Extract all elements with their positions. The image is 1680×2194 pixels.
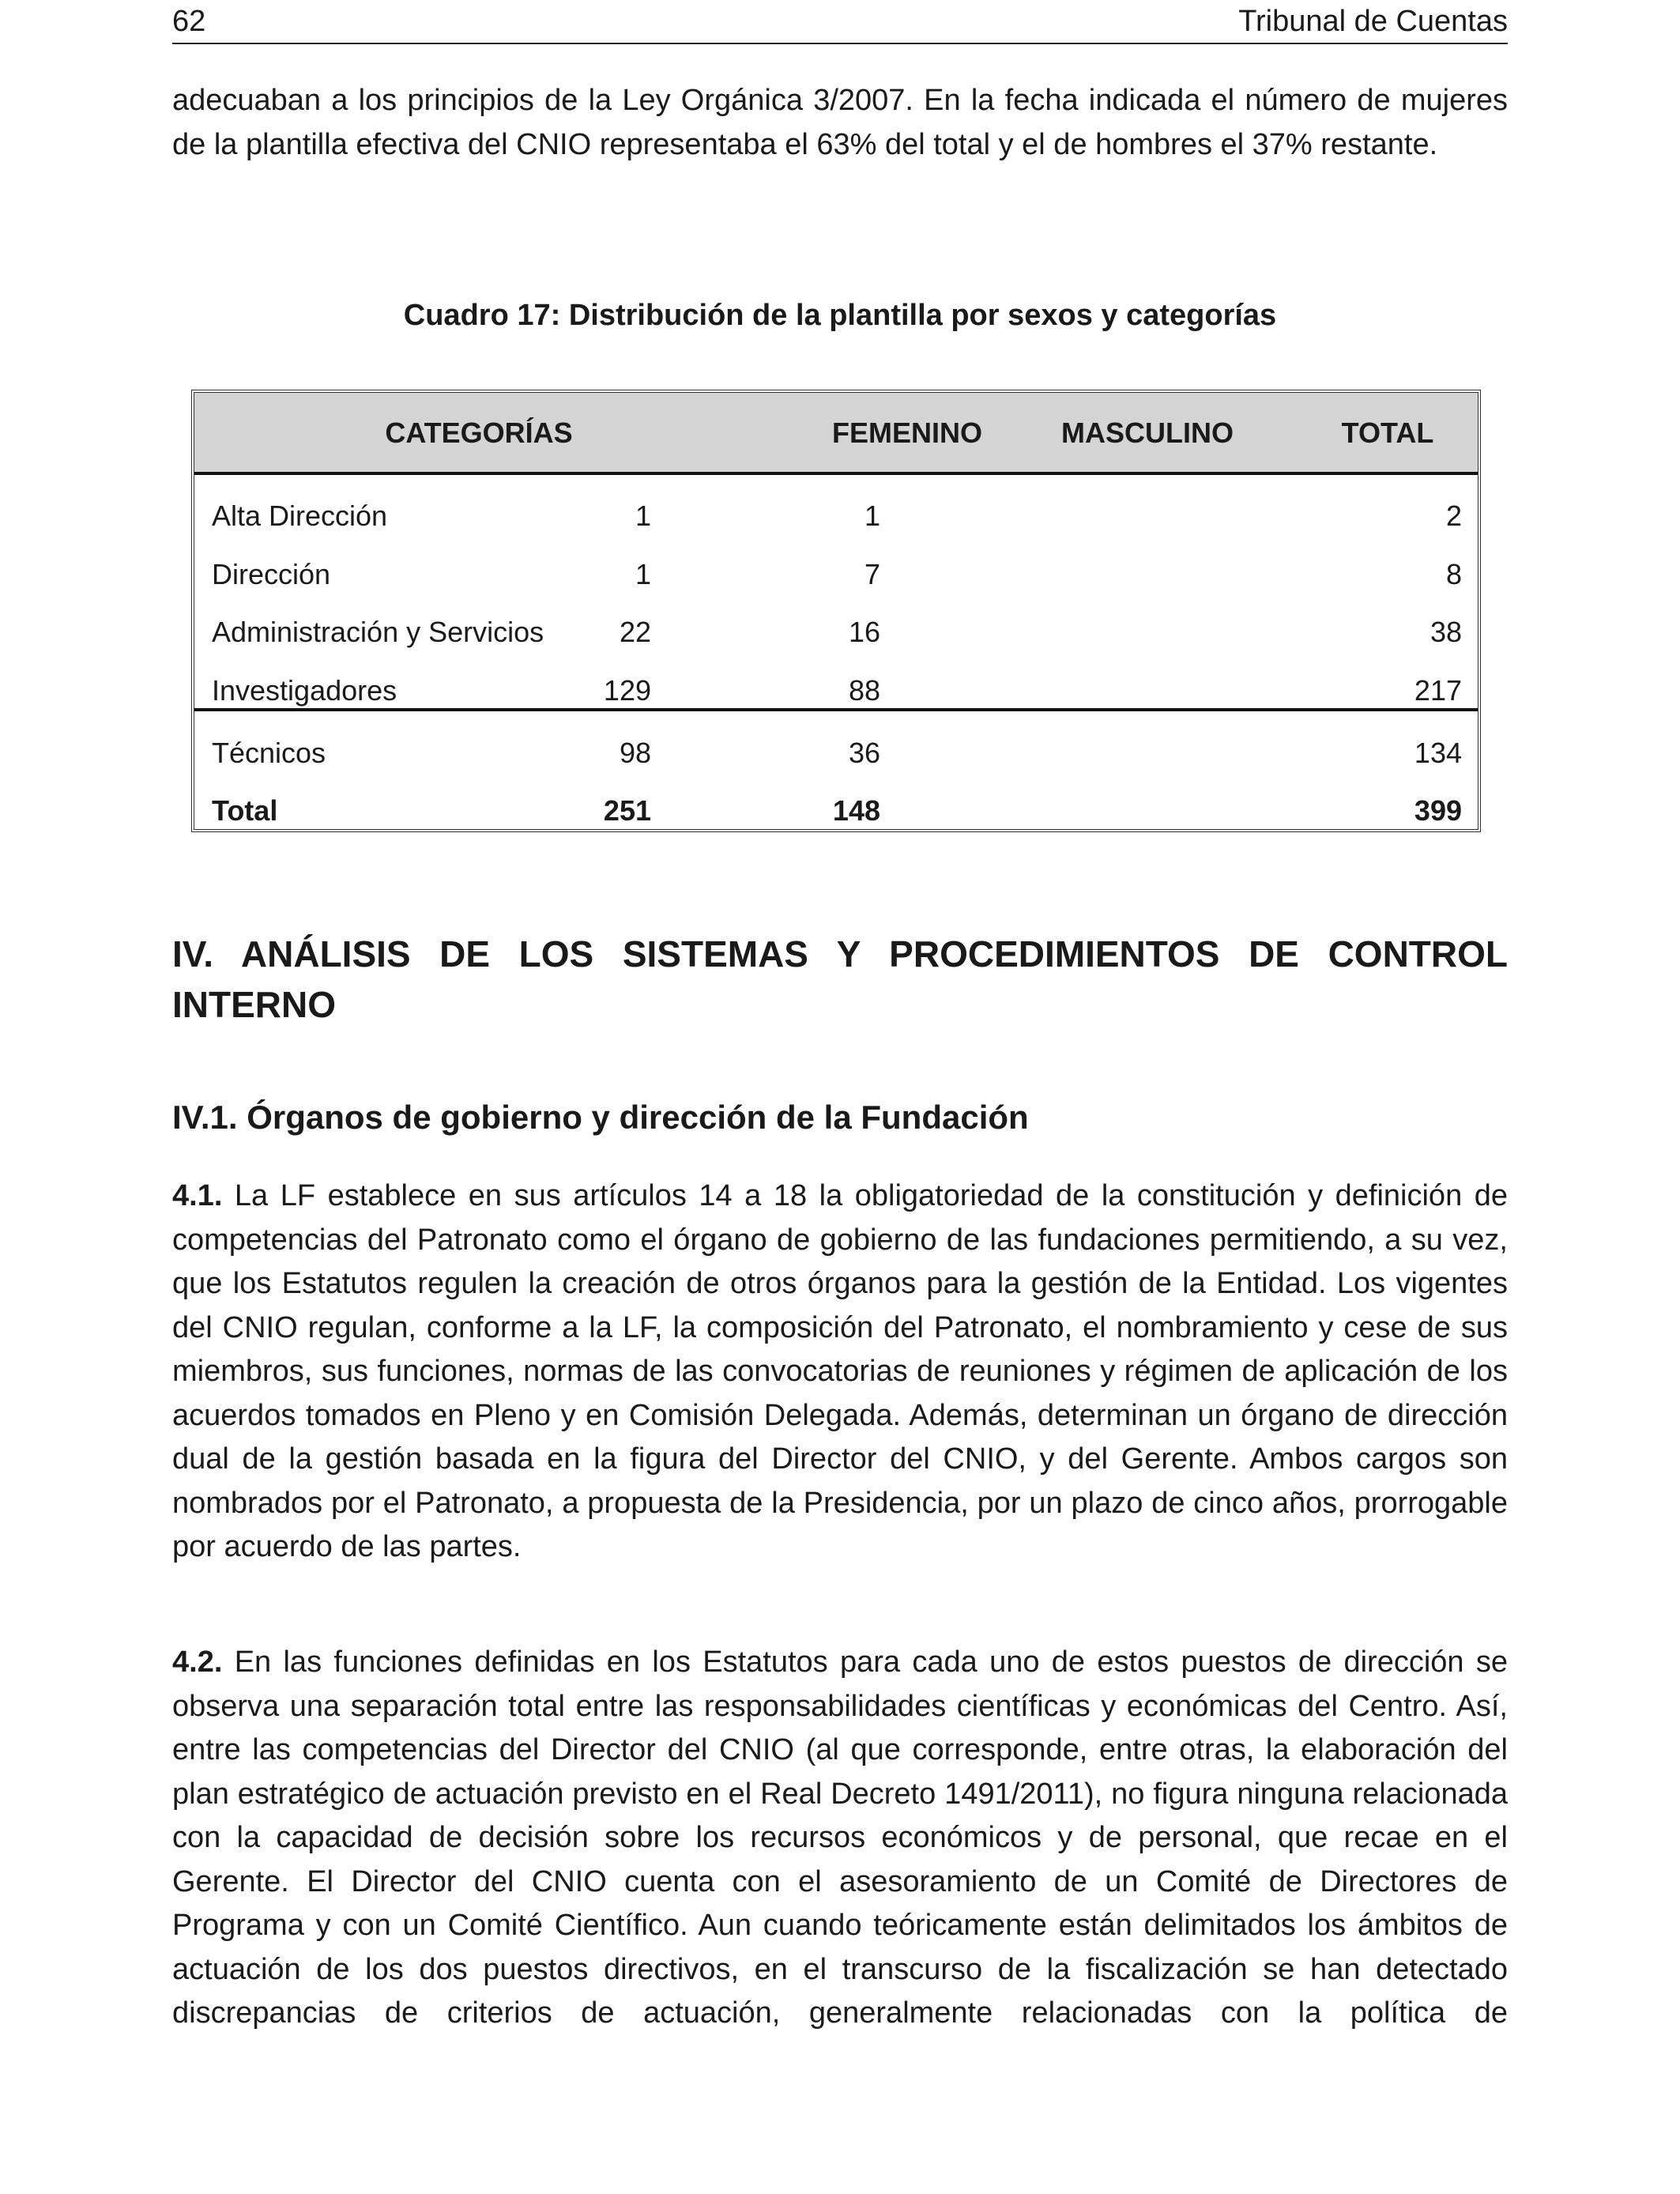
- paragraph-4-2: [172, 1641, 1508, 2036]
- cell-femenino: 251: [603, 794, 651, 827]
- cell-masculino: 88: [848, 674, 880, 707]
- cell-category: Alta Dirección: [212, 499, 388, 532]
- cell-total: 217: [1414, 674, 1462, 707]
- cell-masculino: 7: [864, 558, 880, 590]
- cell-total: 2: [1445, 499, 1462, 532]
- staff-distribution-table: [191, 390, 1481, 832]
- paragraph-number: 4.1.: [172, 1179, 223, 1212]
- intro-paragraph: adecuaban a los principios de la Ley Orgánica 3/2007. En la fecha indicada el número de mujeres de la plantilla efectiva del CNIO representaba el 63% del total y el de hombres el 37% restante.: [172, 84, 1508, 161]
- cell-category: Administración y Servicios: [212, 616, 544, 648]
- table-row: [194, 550, 1478, 598]
- running-header: [172, 5, 1508, 44]
- cell-masculino: 148: [832, 794, 880, 827]
- column-header-femenino: FEMENINO: [831, 417, 982, 449]
- cell-masculino: 36: [848, 737, 880, 769]
- header-title: Tribunal de Cuentas: [1238, 5, 1508, 38]
- cell-femenino: 1: [635, 499, 651, 532]
- paragraph-4-1: [172, 1174, 1508, 1570]
- cell-femenino: 1: [635, 558, 651, 590]
- table-row: [194, 729, 1478, 776]
- table-total-row: [194, 786, 1478, 834]
- paragraph-text: En las funciones definidas en los Estatutos para cada uno de estos puestos de dirección se observa una separación total entre las responsabilidades científicas y económicas del Centro. Así, entre las competencias del Director del CNIO (al que corresponde, entre otras, la elaboración del plan estratégico de actuación previsto en el Real Decreto 1491/2011), no figura ninguna relacionada con la capacidad de decisión sobre los recursos económicos y de personal, que recae en el Gerente. El Director del CNIO cuenta con el asesoramiento de un Comité de Directores de Programa y con un Comité Científico. Aun cuando teóricamente están delimitados los ámbitos de actuación de los dos puestos directivos, en el transcurso de la fiscalización se han detectado discrepancias de criterios de actuación, generalmente relacionadas con la política de: [172, 1646, 1508, 2030]
- row-divider: [194, 708, 1478, 711]
- subsection-heading: IV.1. Órganos de gobierno y dirección de la Fundación: [172, 1099, 1029, 1136]
- cell-total: 134: [1414, 737, 1462, 769]
- page-number: 62: [172, 5, 206, 38]
- cell-total: 38: [1430, 616, 1462, 648]
- table-caption: Cuadro 17: Distribución de la plantilla por sexos y categorías: [403, 299, 1277, 332]
- table-row: [194, 608, 1478, 655]
- cell-total: 399: [1414, 794, 1462, 827]
- cell-masculino: 16: [848, 616, 880, 648]
- paragraph-text: La LF establece en sus artículos 14 a 18 la obligatoriedad de la constitución y definición de competencias del Patronato como el órgano de gobierno de las fundaciones permitiendo, a su vez, que los Estatutos regulen la creación de otros órganos para la gestión de la Entidad. Los vigentes del CNIO regulan, conforme a la LF, la composición del Patronato, el nombramiento y cese de sus miembros, sus funciones, normas de las convocatorias de reuniones y régimen de aplicación de los acuerdos tomados en Pleno y en Comisión Delegada. Además, determinan un órgano de dirección dual de la gestión basada en la figura del Director del CNIO, y del Gerente. Ambos cargos son nombrados por el Patronato, a propuesta de la Presidencia, por un plazo de cinco años, prorrogable por acuerdo de las partes.: [172, 1179, 1508, 1563]
- column-header-masculino: MASCULINO: [1061, 417, 1234, 449]
- paragraph-number: 4.2.: [172, 1646, 223, 1679]
- column-header-total: TOTAL: [1341, 417, 1434, 449]
- section-heading: IV. ANÁLISIS DE LOS SISTEMAS Y PROCEDIMIENTOS DE CONTROL INTERNO: [172, 933, 1508, 1025]
- cell-femenino: 22: [619, 616, 651, 648]
- cell-category: Total: [212, 794, 278, 827]
- column-header-categorias: CATEGORÍAS: [385, 417, 573, 449]
- table-row: [194, 666, 1478, 714]
- cell-category: Técnicos: [212, 737, 326, 769]
- cell-category: Investigadores: [212, 674, 397, 707]
- cell-femenino: 129: [603, 674, 651, 707]
- cell-total: 8: [1445, 558, 1462, 590]
- table-row: [194, 492, 1478, 539]
- cell-category: Dirección: [212, 558, 331, 590]
- table-header-row: [194, 393, 1478, 475]
- cell-femenino: 98: [619, 737, 651, 769]
- cell-masculino: 1: [864, 499, 880, 532]
